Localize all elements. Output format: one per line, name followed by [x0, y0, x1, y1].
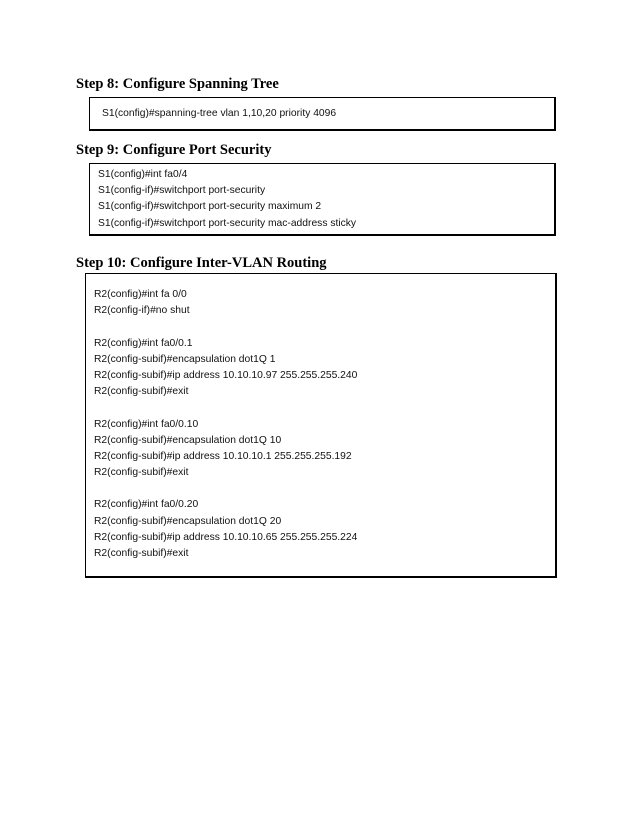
step8-config-box	[89, 97, 556, 131]
step9-config-box	[89, 163, 556, 236]
config-line: R2(config)#int fa0/0.10	[94, 418, 199, 430]
config-line: R2(config-subif)#ip address 10.10.10.1 255.255.255.192	[94, 450, 352, 462]
blank-line	[94, 400, 555, 416]
step10-config-box	[85, 273, 557, 578]
blank-line	[94, 319, 555, 335]
config-line: R2(config-subif)#exit	[94, 467, 189, 479]
config-line: R2(config)#int fa0/0.20	[94, 499, 199, 511]
config-line: R2(config-subif)#encapsulation dot1Q 10	[94, 434, 282, 446]
config-line: R2(config-subif)#encapsulation dot1Q 20	[94, 515, 282, 527]
config-line: S1(config-if)#switchport port-security mac-address sticky	[98, 217, 357, 229]
config-line: R2(config-subif)#exit	[94, 548, 189, 559]
config-line: S1(config-if)#switchport port-security	[98, 185, 266, 197]
config-line: R2(config)#int fa0/0.1	[94, 337, 193, 349]
config-line: R2(config-subif)#ip address 10.10.10.65 255.255.255.224	[94, 531, 358, 543]
config-line: S1(config)#spanning-tree vlan 1,10,20 priority 4096	[102, 108, 337, 119]
config-line: S1(config-if)#switchport port-security maximum 2	[98, 201, 322, 213]
config-line: R2(config-subif)#encapsulation dot1Q 1	[94, 353, 276, 365]
config-line: R2(config-if)#no shut	[94, 305, 190, 317]
step10-heading: Step 10: Configure Inter-VLAN Routing	[76, 255, 327, 271]
config-line: R2(config-subif)#exit	[94, 386, 189, 398]
step9-heading: Step 9: Configure Port Security	[76, 142, 272, 158]
config-line: R2(config-subif)#ip address 10.10.10.97 255.255.255.240	[94, 369, 358, 381]
config-line: R2(config)#int fa 0/0	[94, 289, 187, 300]
config-line: S1(config)#int fa0/4	[98, 169, 188, 180]
blank-line	[94, 481, 555, 497]
step8-heading: Step 8: Configure Spanning Tree	[76, 76, 279, 92]
